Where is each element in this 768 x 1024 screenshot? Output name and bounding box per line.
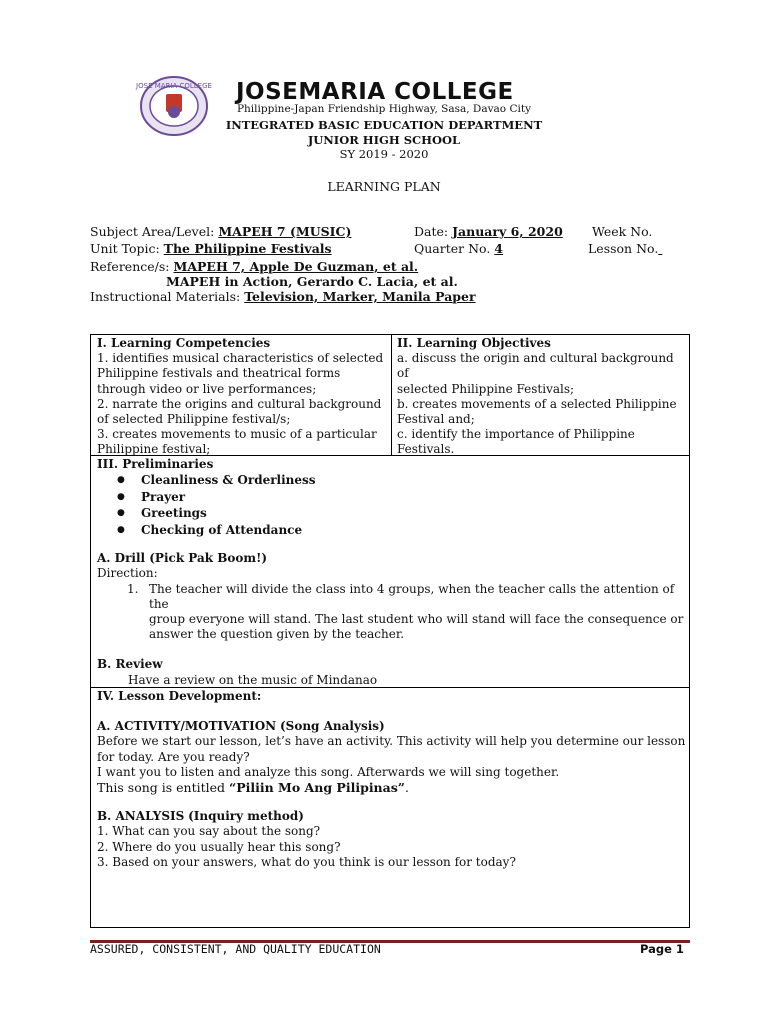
analysis-heading-line [97, 809, 687, 824]
analysis-heading: B. ANALYSIS [97, 809, 185, 824]
activity-heading-line [97, 719, 687, 734]
preliminaries-list [97, 472, 687, 538]
step-line: group everyone will stand. The last student who will stand will face the consequence or [149, 612, 684, 627]
competency-line: 1. identifies musical characteristics of selected [97, 351, 384, 366]
unit-value: The Philippine Festivals [163, 241, 332, 256]
competency-line: 3. creates movements to music of a particular [97, 427, 377, 442]
date-line [414, 224, 563, 239]
question-line: 1. What can you say about the song? [97, 824, 321, 839]
materials-label: Instructional Materials: [90, 289, 241, 304]
college-name: JOSEMARIA COLLEGE [236, 79, 514, 105]
page-number: Page 1 [640, 942, 684, 956]
activity-sub: (Song Analysis) [279, 719, 385, 734]
quarter-value: 4 [494, 241, 503, 256]
week-label: Week No. [592, 224, 653, 239]
unit-line [90, 241, 332, 256]
department-name: INTEGRATED BASIC EDUCATION DEPARTMENT [225, 118, 543, 132]
competencies-heading: I. Learning Competencies [97, 336, 271, 350]
reference-line [90, 259, 418, 274]
list-item: ● Cleanliness & Orderliness [115, 472, 687, 489]
reference-1: MAPEH 7, Apple De Guzman, et al. [173, 259, 419, 274]
competency-line: Philippine festivals and theatrical forms [97, 366, 341, 381]
activity-line: I want you to listen and analyze this song. Afterwards we will sing together. [97, 764, 560, 779]
logo-text: JOSE MARIA COLLEGE [136, 82, 212, 90]
step-number: 1. [127, 581, 139, 596]
subject-line [90, 224, 351, 239]
list-item: ● Prayer [115, 489, 687, 506]
analysis-sub: (Inquiry method) [188, 809, 304, 824]
table-column-divider [391, 335, 392, 455]
direction-label: Direction: [97, 566, 158, 581]
school-level: JUNIOR HIGH SCHOOL [307, 133, 461, 147]
question-line: 2. Where do you usually hear this song? [97, 839, 341, 854]
objectives-cell [397, 336, 689, 458]
quarter-line [414, 241, 503, 256]
list-item [97, 582, 687, 643]
preliminaries-cell [97, 457, 687, 688]
activity-line: for today. Are you ready? [97, 749, 250, 764]
competencies-cell [97, 336, 387, 458]
materials-line [90, 289, 476, 304]
school-address: Philippine-Japan Friendship Highway, Sasa, Davao City [236, 103, 531, 115]
competency-line: through video or live performances; [97, 381, 317, 396]
objective-line: c. identify the importance of Philippine [397, 427, 635, 442]
list-item: ● Greetings [115, 505, 687, 522]
materials-value: Television, Marker, Manila Paper [244, 289, 476, 304]
reference-2: MAPEH in Action, Gerardo C. Lacia, et al. [166, 274, 458, 289]
preliminaries-heading: III. Preliminaries [97, 457, 214, 471]
lesson-label: Lesson No. [588, 241, 659, 256]
objectives-heading: II. Learning Objectives [397, 336, 551, 350]
question-line: 3. Based on your answers, what do you think is our lesson for today? [97, 854, 516, 869]
objective-line: a. discuss the origin and cultural background of [397, 351, 674, 381]
date-label: Date: [414, 224, 449, 239]
song-suffix: . [404, 780, 409, 796]
song-title: “Piliin Mo Ang Pilipinas” [229, 780, 405, 796]
review-text: Have a review on the music of Mindanao [128, 672, 378, 687]
song-prefix: This song is entitled [97, 780, 226, 796]
objective-line: Festivals. [397, 442, 455, 457]
step-line: The teacher will divide the class into 4 groups, when the teacher calls the attention of the [149, 581, 675, 611]
date-value: January 6, 2020 [452, 224, 563, 239]
drill-heading: A. Drill (Pick Pak Boom!) [97, 551, 268, 566]
list-item: ● Checking of Attendance [115, 522, 687, 539]
development-heading: IV. Lesson Development: [97, 689, 262, 703]
subject-value: MAPEH 7 (MUSIC) [218, 224, 352, 239]
development-cell [97, 689, 687, 870]
lesson-line [588, 241, 662, 256]
unit-label: Unit Topic: [90, 241, 160, 256]
competency-line: of selected Philippine festival/s; [97, 412, 291, 427]
subject-label: Subject Area/Level: [90, 224, 215, 239]
learning-plan-table [90, 334, 690, 928]
objective-line: b. creates movements of a selected Philippine [397, 396, 677, 411]
song-line [97, 780, 687, 795]
quarter-label: Quarter No. [414, 241, 491, 256]
school-year: SY 2019 - 2020 [339, 147, 429, 161]
document-title: LEARNING PLAN [327, 179, 441, 194]
competency-line: Philippine festival; [97, 442, 211, 457]
footer-tagline: ASSURED, CONSISTENT, AND QUALITY EDUCATION [90, 942, 381, 956]
step-line: answer the question given by the teacher. [149, 627, 405, 642]
review-heading: B. Review [97, 657, 163, 672]
activity-heading: A. ACTIVITY/MOTIVATION [97, 719, 277, 734]
competency-line: 2. narrate the origins and cultural background [97, 396, 382, 411]
reference-label: Reference/s: [90, 259, 170, 274]
objective-line: Festival and; [397, 412, 475, 427]
drill-steps [97, 582, 687, 643]
activity-line: Before we start our lesson, let’s have an activity. This activity will help you determine our lesson [97, 734, 686, 749]
objective-line: selected Philippine Festivals; [397, 381, 575, 396]
